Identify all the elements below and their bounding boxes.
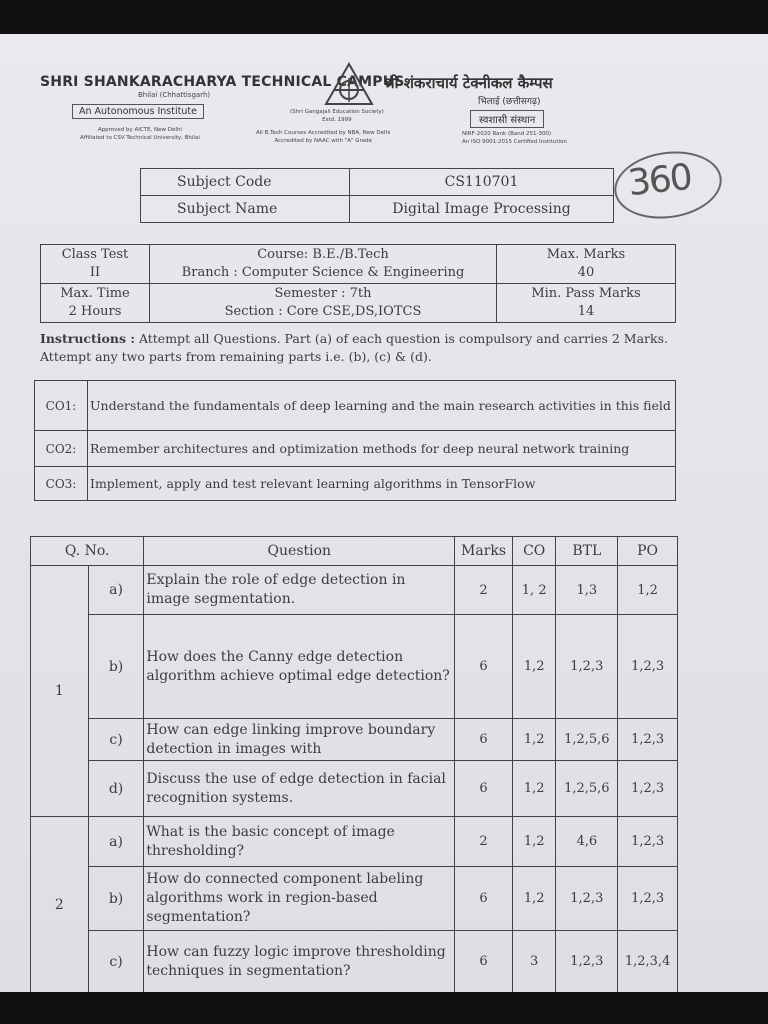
question-marks: 6 — [455, 615, 513, 719]
campus-location-hindi: भिलाई (छत्तीसगढ़) — [478, 97, 541, 107]
exam-paper — [0, 34, 768, 992]
campus-name-hindi: श्री शंकराचार्य टेक्नीकल कैम्पस — [384, 74, 553, 92]
institute-logo-icon — [322, 60, 376, 114]
question-text: Discuss the use of edge detection in facial recognition systems. — [144, 761, 455, 817]
nirf-text: NIRF-2020 Rank (Band 251-300) — [462, 131, 552, 137]
subject-code-value: CS110701 — [350, 169, 614, 196]
question-text: How can edge linking improve boundary detection in images with — [144, 719, 455, 761]
outcome-id: CO1: — [35, 381, 88, 431]
question-po: 1,2,3 — [618, 867, 678, 931]
max-marks-value: 40 — [577, 265, 595, 280]
question-part: c) — [88, 931, 144, 993]
table-row — [31, 817, 678, 867]
question-part: a) — [88, 566, 144, 615]
question-po: 1,2,3 — [618, 719, 678, 761]
header-question: Question — [144, 537, 455, 566]
class-test-cell — [41, 245, 150, 284]
class-test-number: II — [89, 265, 101, 280]
question-po: 1,2,3 — [618, 615, 678, 719]
section-text: Section : Core CSE,DS,IOTCS — [224, 304, 422, 319]
outcome-text: Understand the fundamentals of deep learning and the main research activities in this field — [88, 381, 676, 431]
question-part: b) — [88, 615, 144, 719]
max-marks-label: Max. Marks — [546, 247, 626, 262]
question-marks: 2 — [455, 817, 513, 867]
question-text: Explain the role of edge detection in image segmentation. — [144, 566, 455, 615]
question-marks: 6 — [455, 719, 513, 761]
question-co: 3 — [512, 931, 556, 993]
accreditation-lines — [256, 129, 391, 145]
approved-text: Approved by AICTE, New Delhi — [97, 127, 182, 133]
course-branch-cell — [150, 245, 497, 284]
header-co: CO — [512, 537, 556, 566]
campus-name: SHRI SHANKARACHARYA TECHNICAL CAMPUS — [40, 74, 405, 90]
questions-table — [30, 536, 678, 992]
header-marks: Marks — [455, 537, 513, 566]
outcome-row — [35, 467, 676, 501]
subject-code-row — [141, 169, 614, 196]
subject-code-label: Subject Code — [141, 169, 350, 196]
question-co: 1,2 — [512, 817, 556, 867]
naac-text: Accredited by NAAC with "A" Grade — [274, 138, 373, 144]
exam-info-table — [40, 244, 676, 323]
info-row-2 — [41, 284, 676, 323]
pass-marks-cell — [497, 284, 676, 323]
course-text: Course: B.E./B.Tech — [257, 247, 389, 262]
question-co: 1, 2 — [512, 566, 556, 615]
max-time-label: Max. Time — [60, 286, 130, 301]
instructions — [40, 330, 690, 366]
table-row — [31, 566, 678, 615]
question-co: 1,2 — [512, 719, 556, 761]
question-btl: 1,3 — [556, 566, 618, 615]
question-co: 1,2 — [512, 867, 556, 931]
nba-text: All B.Tech Courses Accredited by NBA, New Delhi — [256, 130, 391, 136]
outcome-row — [35, 381, 676, 431]
header-btl: BTL — [556, 537, 618, 566]
question-po: 1,2,3,4 — [618, 931, 678, 993]
question-marks: 2 — [455, 566, 513, 615]
iso-text: An ISO 9001:2015 Certified Institution — [462, 139, 567, 145]
table-row — [31, 719, 678, 761]
question-part: d) — [88, 761, 144, 817]
question-text: How can fuzzy logic improve thresholding techniques in segmentation? — [144, 931, 455, 993]
table-row — [31, 867, 678, 931]
question-btl: 1,2,3 — [556, 931, 618, 993]
question-co: 1,2 — [512, 761, 556, 817]
question-btl: 1,2,5,6 — [556, 719, 618, 761]
subject-name-row — [141, 196, 614, 223]
question-part: b) — [88, 867, 144, 931]
society-text: (Shri Gangajali Education Society) — [290, 109, 384, 115]
semester-section-cell — [150, 284, 497, 323]
max-time-cell — [41, 284, 150, 323]
question-number: 2 — [31, 817, 89, 993]
approval-lines — [80, 126, 200, 142]
outcome-id: CO3: — [35, 467, 88, 501]
semester-text: Semester : 7th — [274, 286, 372, 301]
outcome-id: CO2: — [35, 431, 88, 467]
questions-header-row — [31, 537, 678, 566]
table-row — [31, 761, 678, 817]
handwritten-number: 360 — [626, 156, 693, 205]
question-co: 1,2 — [512, 615, 556, 719]
class-test-label: Class Test — [61, 247, 129, 262]
header-qno: Q. No. — [31, 537, 144, 566]
ranking-lines — [462, 130, 567, 146]
course-outcomes-table — [34, 380, 676, 501]
autonomous-badge: An Autonomous Institute — [72, 104, 204, 119]
question-btl: 4,6 — [556, 817, 618, 867]
subject-name-label: Subject Name — [141, 196, 350, 223]
question-po: 1,2 — [618, 566, 678, 615]
affiliated-text: Affiliated to CSV Technical University, Bhilai — [80, 135, 200, 141]
photo-bottom-edge — [0, 992, 768, 1024]
pass-marks-label: Min. Pass Marks — [531, 286, 641, 301]
question-marks: 6 — [455, 761, 513, 817]
table-row — [31, 931, 678, 993]
instructions-label: Instructions : — [40, 331, 135, 346]
campus-location: Bhilai (Chhattisgarh) — [138, 91, 211, 99]
outcome-text: Implement, apply and test relevant learning algorithms in TensorFlow — [88, 467, 676, 501]
question-po: 1,2,3 — [618, 761, 678, 817]
question-text: What is the basic concept of image thresholding? — [144, 817, 455, 867]
info-row-1 — [41, 245, 676, 284]
question-text: How do connected component labeling algorithms work in region-based segmentation? — [144, 867, 455, 931]
question-marks: 6 — [455, 867, 513, 931]
question-marks: 6 — [455, 931, 513, 993]
branch-text: Branch : Computer Science & Engineering — [181, 265, 465, 280]
outcome-text: Remember architectures and optimization methods for deep neural network training — [88, 431, 676, 467]
subject-name-value: Digital Image Processing — [350, 196, 614, 223]
pass-marks-value: 14 — [577, 304, 595, 319]
outcome-row — [35, 431, 676, 467]
max-marks-cell — [497, 245, 676, 284]
estd-text: Estd. 1999 — [322, 117, 352, 123]
question-part: a) — [88, 817, 144, 867]
autonomous-badge-hindi: स्वशासी संस्थान — [470, 110, 544, 128]
subject-table — [140, 168, 614, 223]
header-po: PO — [618, 537, 678, 566]
question-text: How does the Canny edge detection algorithm achieve optimal edge detection? — [144, 615, 455, 719]
instructions-text: Attempt all Questions. Part (a) of each question is compulsory and carries 2 Marks. Attempt any two parts from remaining parts i.e. (b), (c) & (d). — [40, 331, 668, 364]
question-number: 1 — [31, 566, 89, 817]
question-btl: 1,2,3 — [556, 615, 618, 719]
question-part: c) — [88, 719, 144, 761]
question-po: 1,2,3 — [618, 817, 678, 867]
question-btl: 1,2,5,6 — [556, 761, 618, 817]
campus-header-left — [40, 74, 405, 99]
max-time-value: 2 Hours — [68, 304, 122, 319]
question-btl: 1,2,3 — [556, 867, 618, 931]
table-row — [31, 615, 678, 719]
photo-top-edge — [0, 0, 768, 34]
